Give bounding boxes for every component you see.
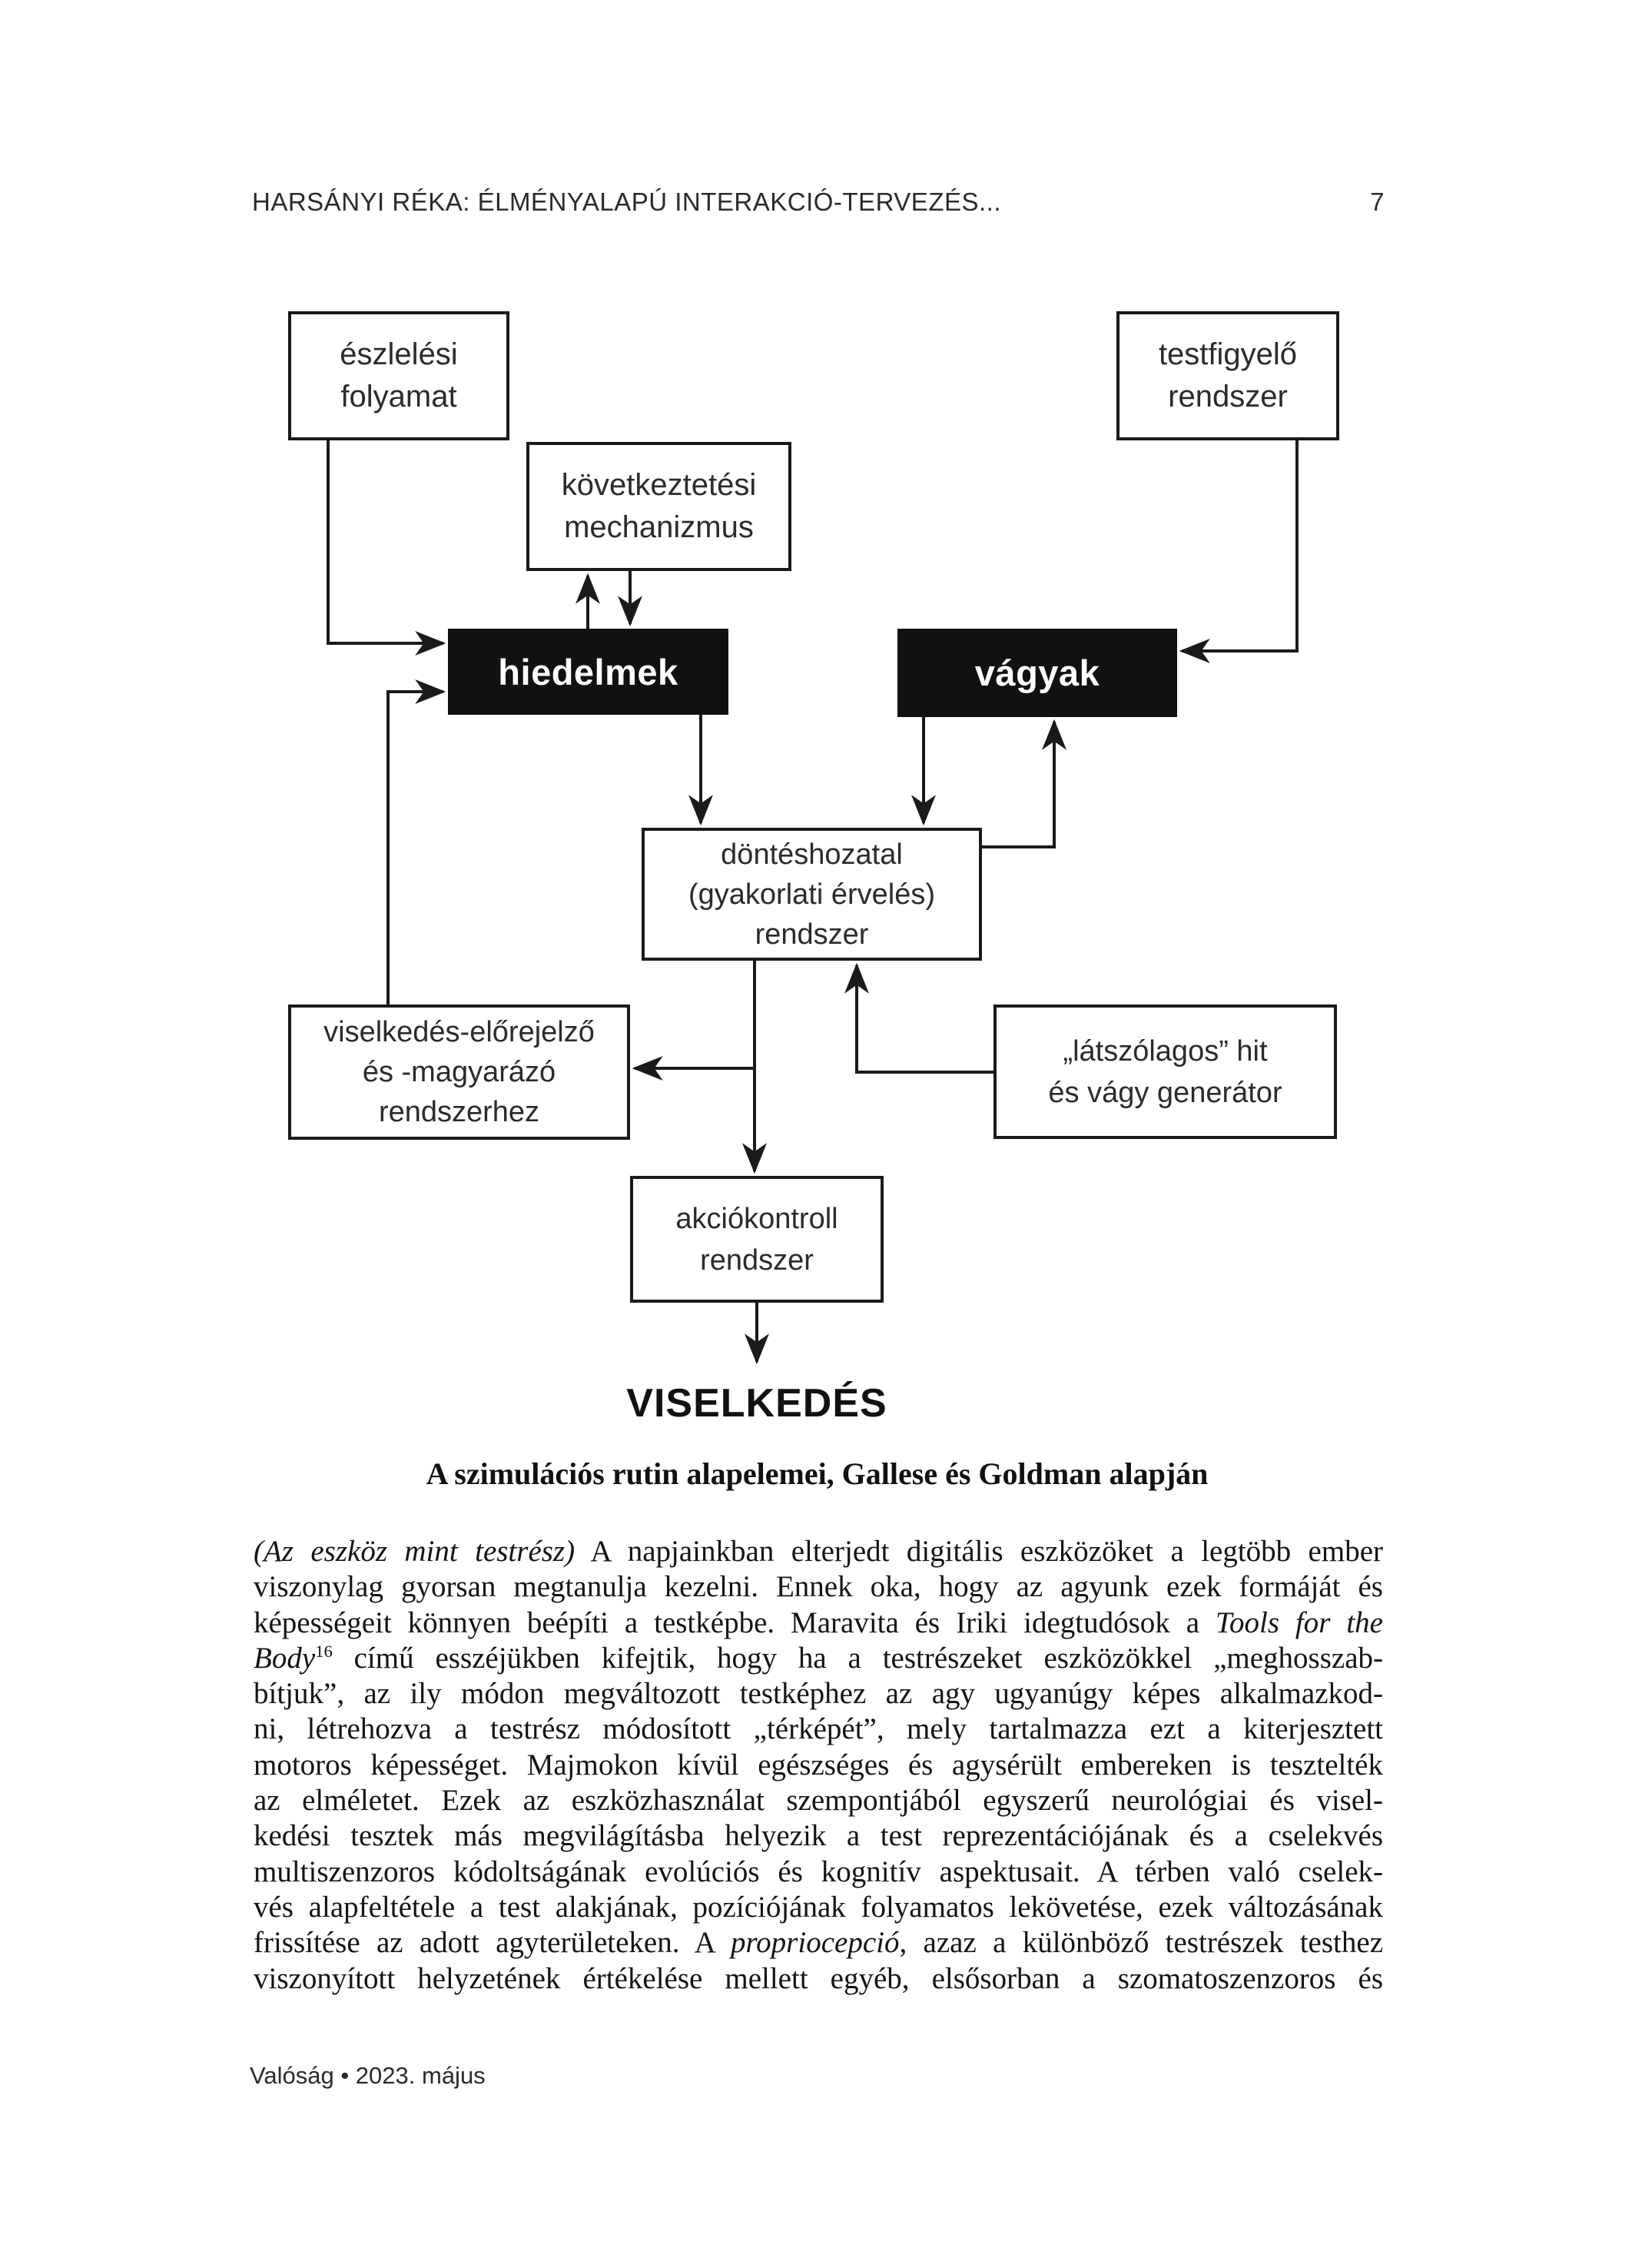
- body-text-line: képességeit könnyen beépíti a testképbe. Maravita és Iriki idegtudósok a Tools for the: [254, 1606, 1383, 1639]
- body-text-line: Body$^{16}$ című esszéjükben kifejtik, hogy ha a testrészeket eszközökkel „meghosszab-: [254, 1641, 1383, 1675]
- figure-caption: A szimulációs rutin alapelemei, Gallese és Goldman alapján: [426, 1456, 1209, 1491]
- page-number: 7: [1370, 188, 1385, 216]
- box-label-line: folyamat: [340, 380, 457, 413]
- box-label-line: rendszer: [755, 918, 869, 951]
- box-label-line: „látszólagos” hit: [1063, 1034, 1268, 1068]
- body-text-line: viszonyított helyzetének értékelése mellett egyéb, elsősorban a szomatoszenzoros és: [254, 1961, 1383, 1995]
- box-pretend-generator: [993, 1004, 1337, 1139]
- box-label-line: testfigyelő: [1158, 337, 1298, 371]
- body-text-line: az elméletet. Ezek az eszközhasználat szempontjából egyszerű neurológiai és visel-: [254, 1784, 1383, 1818]
- box-body-monitor: [1116, 311, 1339, 440]
- box-action-control: [630, 1176, 884, 1303]
- box-label-line: és vágy generátor: [1048, 1076, 1282, 1109]
- body-text-line: (Az eszköz mint testrész) A napjainkban elterjedt digitális eszközöket a legtöbb ember: [254, 1535, 1384, 1568]
- body-text-line: kedési tesztek más megvilágításba helyezik a test reprezentációjának és a cselekvés: [254, 1819, 1383, 1853]
- box-label-line: döntéshozatal: [721, 838, 903, 871]
- box-label-line: következtetési: [561, 468, 757, 502]
- body-text: [254, 1534, 1383, 1997]
- body-text-line: ni, létrehozva a testrész módosított „térképét”, mely tartalmazza ezt a kiterjesztett: [254, 1712, 1383, 1746]
- body-text-line: viszonylag gyorsan megtanulja kezelni. Ennek oka, hogy az agyunk ezek formáját és: [254, 1570, 1383, 1604]
- arrow-perception-to-beliefs: [328, 440, 443, 643]
- box-label-line: viselkedés-előrejelző: [323, 1016, 595, 1048]
- box-label-line: (gyakorlati érvelés): [688, 878, 935, 911]
- box-beliefs-label: hiedelmek: [498, 651, 678, 692]
- box-label-line: akciókontroll: [675, 1202, 838, 1235]
- arrow-predictor-to-beliefs: [388, 692, 443, 1004]
- box-label-line: rendszer: [1168, 380, 1288, 413]
- box-label-line: rendszerhez: [378, 1096, 540, 1128]
- running-title: HARSÁNYI RÉKA: ÉLMÉNYALAPÚ INTERAKCIÓ-TERVEZÉS...: [252, 188, 1002, 216]
- behavior-output-label: VISELKEDÉS: [626, 1381, 887, 1426]
- box-label-line: mechanizmus: [564, 510, 754, 544]
- box-desires: [897, 629, 1177, 717]
- box-beliefs: [448, 629, 728, 715]
- box-inference: [526, 442, 791, 571]
- body-text-line: motoros képességet. Majmokon kívül egészséges és agysérült embereken is tesztelték: [254, 1748, 1383, 1782]
- arrow-pretend-to-decision: [857, 965, 993, 1072]
- box-label-line: észlelési: [340, 337, 458, 371]
- box-label-line: és -magyarázó: [362, 1056, 556, 1088]
- box-perception: [288, 311, 509, 440]
- arrow-decision-to-desires: [982, 722, 1054, 847]
- body-text-line: bítjuk”, az ily módon megváltozott testképhez az agy ugyanúgy képes alkalmazkod-: [254, 1677, 1383, 1711]
- box-behavior-predictor: [288, 1004, 630, 1140]
- body-text-line: frissítése az adott agyterületeken. A propriocepció, azaz a különböző testrészek testhez: [254, 1926, 1384, 1960]
- journal-footer: Valóság • 2023. május: [250, 2062, 486, 2089]
- body-text-line: vés alapfeltétele a test alakjának, pozíciójának folyamatos lekövetése, ezek változásának: [254, 1890, 1383, 1924]
- arrow-bodymonitor-to-desires: [1182, 440, 1297, 651]
- box-decision: [642, 828, 982, 961]
- box-desires-label: vágyak: [974, 653, 1100, 693]
- body-text-line: multiszenzoros kódoltságának evolúciós és kognitív aspektusait. A térben való cselek-: [254, 1855, 1383, 1888]
- box-label-line: rendszer: [700, 1244, 814, 1277]
